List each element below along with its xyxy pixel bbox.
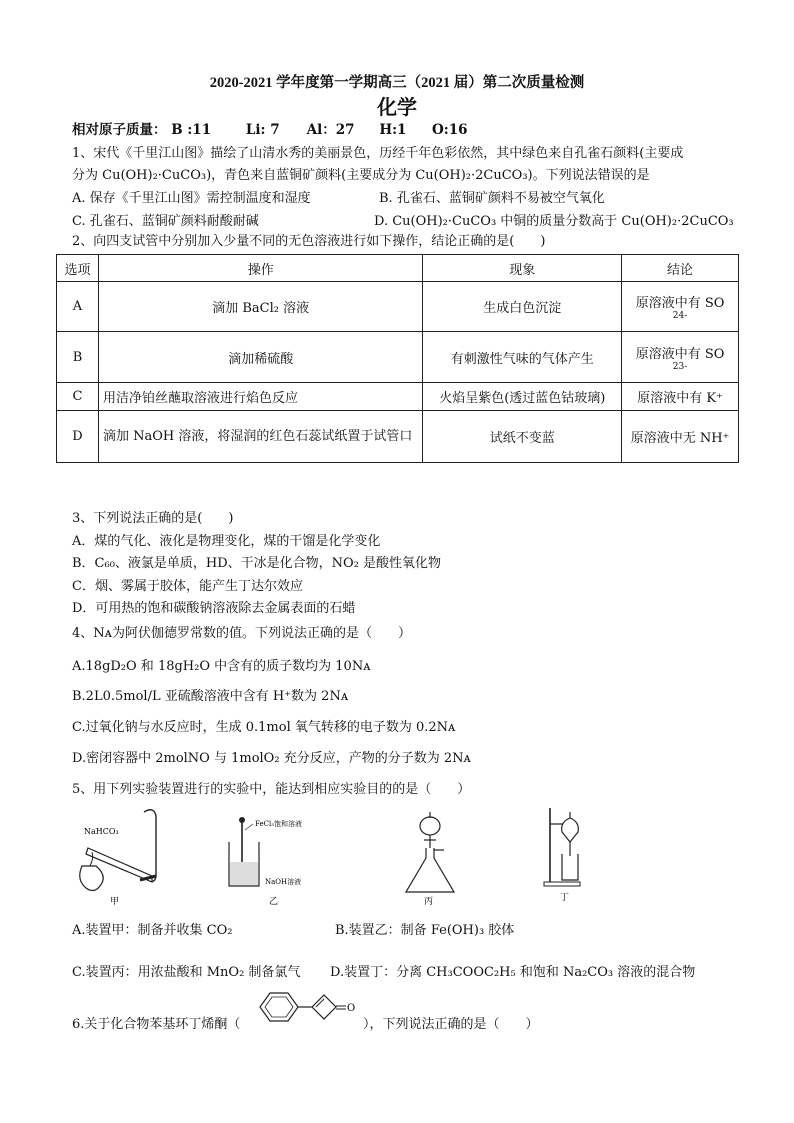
table-header-row (57, 255, 739, 282)
q1-option-a: A. 保存《千里江山图》需控制温度和湿度 (72, 191, 311, 206)
q3-option-d: D．可用热的饱和碳酸钠溶液除去金属表面的石蜡 (72, 601, 356, 616)
row-c-operation: 用洁净铂丝蘸取溶液进行焰色反应 (98, 383, 422, 411)
naoh-label: NaOH溶液 (265, 878, 302, 886)
row-d-phenomenon: 试纸不变蓝 (423, 411, 622, 463)
q6-stem-post: ），下列说法正确的是（ ） (363, 1017, 539, 1032)
row-c-option: C (57, 383, 99, 411)
row-d-conclusion: 原溶液中无 NH⁺ (622, 411, 739, 463)
nahco3-label: NaHCO₃ (84, 827, 119, 836)
q5-stem: 5、用下列实验装置进行的实验中，能达到相应实验目的的是（ ） (72, 782, 471, 797)
q1-option-b: B. 孔雀石、蓝铜矿颜料不易被空气氧化 (379, 191, 605, 206)
row-b-phenomenon: 有刺激性气味的气体产生 (423, 332, 622, 383)
label-bing: 丙 (424, 897, 434, 906)
beaker (562, 854, 578, 880)
label-jia: 甲 (110, 897, 120, 906)
q4-stem: 4、Nᴀ为阿伏伽德罗常数的值。下列说法正确的是（ ） (72, 626, 411, 641)
q1-stem-line1: 1、宋代《千里江山图》描绘了山清水秀的美丽景色，历经千年色彩依然，其中绿色来自孔雀石颜料(主要成 (72, 146, 684, 161)
header-conclusion: 结论 (622, 255, 739, 282)
atomic-label: 相对原子质量： (72, 122, 167, 138)
alcohol-lamp (80, 866, 103, 891)
table-row (57, 411, 739, 463)
row-b-conclusion-ion: 23- (672, 361, 688, 372)
q3-option-a: A．煤的气化、液化是物理变化，煤的干馏是化学变化 (72, 534, 381, 549)
row-d-option: D (57, 411, 99, 463)
separatory-funnel (420, 817, 440, 835)
oxygen-label: O (347, 1003, 356, 1014)
apparatus-jia-figure (70, 806, 170, 906)
row-a-phenomenon: 生成白色沉淀 (423, 282, 622, 332)
row-d-operation: 滴加 NaOH 溶液，将湿润的红色石蕊试纸置于试管口 (98, 411, 422, 463)
q4-option-c: C.过氧化钠与水反应时，生成 0.1mol 氧气转移的电子数为 0.2Nᴀ (72, 720, 456, 735)
q5-option-a: A.装置甲：制备并收集 CO₂ (72, 923, 233, 938)
phenylcyclobutenone-structure (252, 989, 362, 1035)
q1-stem-line2: 分为 Cu(OH)₂·CuCO₃)，青色来自蓝铜矿颜料(主要成分为 Cu(OH)₂·2CuCO₃)。下列说法错误的是 (72, 168, 650, 183)
header-operation: 操作 (98, 255, 422, 282)
row-a-conclusion-text: 原溶液中有 SO (635, 296, 725, 311)
atomic-o: O:16 (432, 122, 468, 138)
row-a-conclusion (622, 282, 739, 332)
row-c-phenomenon: 火焰呈紫色(透过蓝色钴玻璃) (423, 383, 622, 411)
q5-option-c: C.装置丙：用浓盐酸和 MnO₂ 制备氯气 (72, 965, 301, 980)
fecl3-label: FeCl₃饱和溶液 (255, 820, 303, 828)
apparatus-ding-figure (540, 804, 600, 904)
atomic-li: Li: 7 (245, 122, 280, 138)
double-bond (316, 999, 324, 1007)
atomic-h: H:1 (379, 122, 407, 138)
q1-option-d: D. Cu(OH)₂·CuCO₃ 中铜的质量分数高于 Cu(OH)₂·2CuCO₃ (374, 214, 734, 229)
subject-title: 化学 (377, 95, 417, 119)
q1-option-c: C. 孔雀石、蓝铜矿颜料耐酸耐碱 (72, 214, 259, 229)
row-b-operation: 滴加稀硫酸 (98, 332, 422, 383)
apparatus-yi-figure (225, 814, 335, 906)
row-a-operation: 滴加 BaCl₂ 溶液 (98, 282, 422, 332)
conical-flask (406, 848, 454, 892)
q3-option-c: C．烟、雾属于胶体，能产生丁达尔效应 (72, 579, 303, 594)
q6-stem-pre: 6.关于化合物苯基环丁烯酮（ (72, 1017, 241, 1032)
apparatus-bing-figure (400, 808, 460, 906)
benzene-inner-ring (265, 997, 293, 1017)
q4-option-b: B.2L0.5mol/L 亚硫酸溶液中含有 H⁺数为 2Nᴀ (72, 689, 349, 704)
pointer-line (245, 824, 253, 830)
dropper-bulb (239, 817, 245, 823)
exam-title: 2020-2021 学年度第一学期高三（2021 届）第二次质量检测 (209, 75, 585, 91)
atomic-b: B :11 (171, 122, 212, 138)
separatory-funnel (562, 812, 579, 842)
q3-stem: 3、下列说法正确的是( ) (72, 511, 234, 526)
q4-option-a: A.18gD₂O 和 18gH₂O 中含有的质子数均为 10Nᴀ (72, 659, 371, 674)
table-row (57, 383, 739, 411)
collection-tube (144, 810, 156, 882)
row-b-conclusion-text: 原溶液中有 SO (635, 346, 725, 362)
q5-option-b: B.装置乙：制备 Fe(OH)₃ 胶体 (335, 923, 515, 938)
cyclobutenone-ring (312, 995, 336, 1019)
stand-base (544, 882, 580, 886)
q3-option-b: B．C₆₀、液氯是单质，HD、干冰是化合物，NO₂ 是酸性氧化物 (72, 556, 442, 571)
label-yi: 乙 (269, 897, 279, 906)
atomic-al: Al：27 (306, 122, 355, 138)
table-row (57, 332, 739, 383)
header-option: 选项 (57, 255, 99, 282)
q2-table (56, 254, 739, 463)
row-a-option: A (57, 282, 99, 332)
q2-stem: 2、向四支试管中分别加入少量不同的无色溶液进行如下操作，结论正确的是( ) (72, 234, 546, 249)
row-c-conclusion: 原溶液中有 K⁺ (622, 383, 739, 411)
q5-option-d: D.装置丁：分离 CH₃COOC₂H₅ 和饱和 Na₂CO₃ 溶液的混合物 (330, 965, 696, 980)
row-b-option: B (57, 332, 99, 383)
table-row (57, 282, 739, 332)
q4-option-d: D.密闭容器中 2molNO 与 1molO₂ 充分反应，产物的分子数为 2Nᴀ (72, 751, 471, 766)
atomic-masses (72, 118, 468, 138)
label-ding: 丁 (560, 893, 570, 903)
naoh-solution (230, 862, 258, 885)
header-phenomenon: 现象 (423, 255, 622, 282)
row-a-conclusion-ion: 24- (672, 311, 688, 321)
row-b-conclusion (622, 332, 739, 383)
